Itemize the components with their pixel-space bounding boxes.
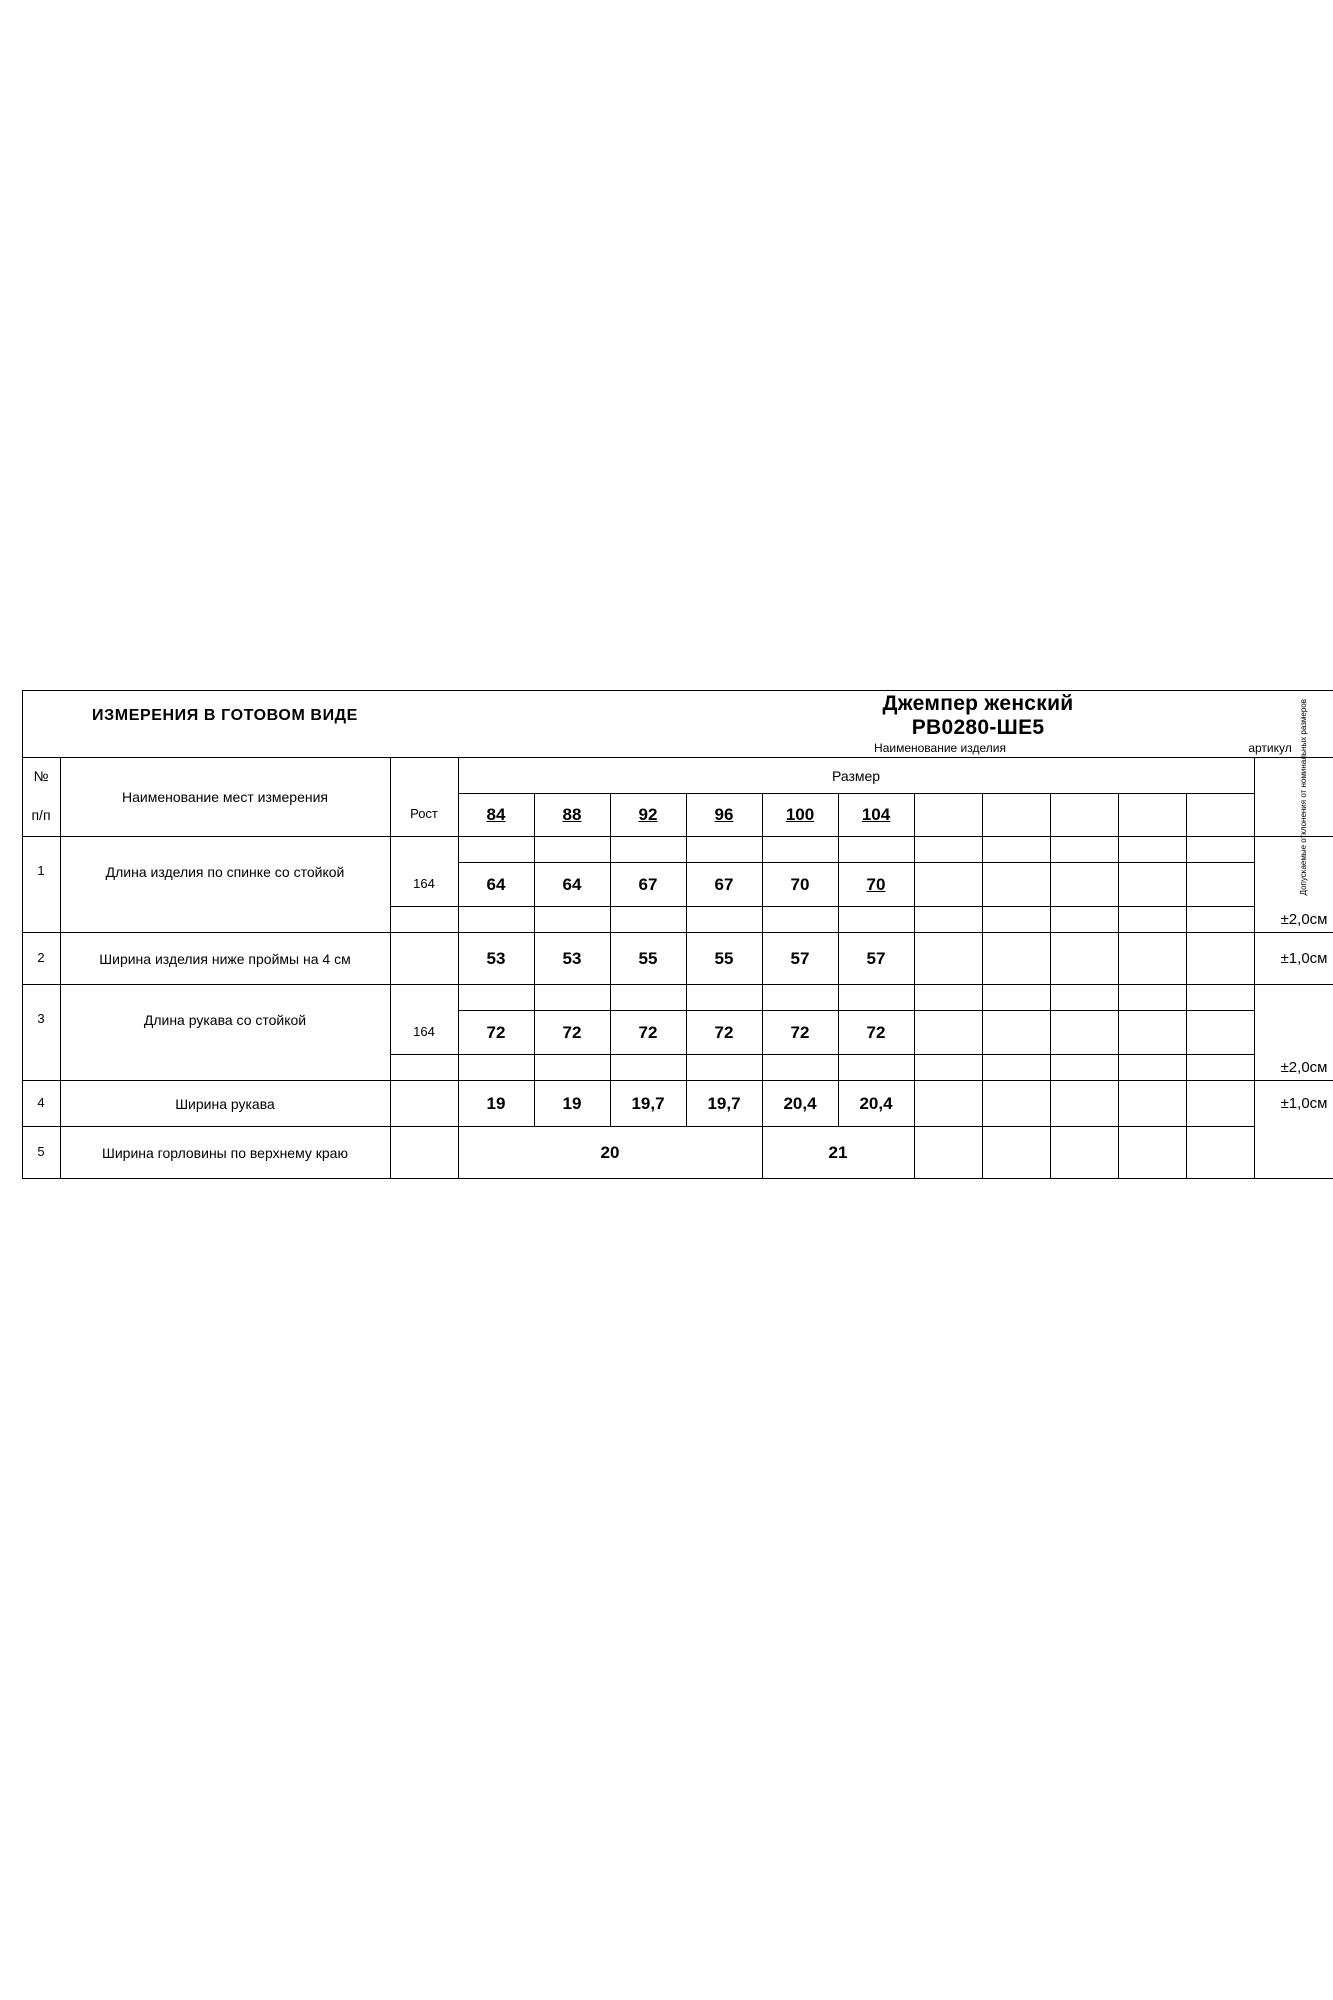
- row-3-bot-0: [458, 1055, 534, 1081]
- size-col-0: 84: [458, 794, 534, 837]
- row-1-name: Длина изделия по спинке со стойкой: [60, 837, 390, 907]
- row-2-val-8: [1050, 933, 1118, 985]
- row-1-height-bottom: [390, 907, 458, 933]
- table-row-4: [8, 1081, 1333, 1127]
- row-1-bot-3: [686, 907, 762, 933]
- row-1-val-8: [1050, 863, 1118, 907]
- header-no: [22, 758, 60, 794]
- row-3-val-9: [1118, 1011, 1186, 1055]
- table-row-1-bottom-spacer: [8, 907, 1333, 933]
- spacer-cell: [8, 837, 22, 863]
- row-3-no: 3: [22, 985, 60, 1055]
- row-4-val-4: 20,4: [762, 1081, 838, 1127]
- row-1-spacer-6: [914, 837, 982, 863]
- row-2-val-9: [1118, 933, 1186, 985]
- row-5-empty-2: [1050, 1127, 1118, 1179]
- header-place: Наименование мест измерения: [60, 758, 390, 837]
- spacer-cell: [8, 1127, 22, 1179]
- row-2-val-2: 55: [610, 933, 686, 985]
- row-4-no: 4: [22, 1081, 60, 1127]
- row-1-spacer-1: [534, 837, 610, 863]
- size-col-6: [914, 794, 982, 837]
- row-3-spacer-0: [458, 985, 534, 1011]
- header-tolerance-text: Допускаемые отклонения от номинальных размеров: [1298, 698, 1308, 896]
- measurement-spec-sheet: [0, 690, 1333, 1179]
- row-1-val-9: [1118, 863, 1186, 907]
- header-no-line1: №: [33, 767, 49, 784]
- row-1-bot-0: [458, 907, 534, 933]
- size-col-3: 96: [686, 794, 762, 837]
- row-3-bot-5: [838, 1055, 914, 1081]
- sublabel-gap-3: [458, 741, 762, 757]
- spacer-cell: [8, 907, 22, 933]
- row-5-merged-val-0: 20: [458, 1127, 762, 1179]
- row-4-tolerance: ±1,0см: [1254, 1081, 1333, 1127]
- measurements-table: [8, 690, 1333, 1179]
- row-1-no-bottom: [22, 907, 60, 933]
- row-1-spacer-2: [610, 837, 686, 863]
- row-4-val-5: 20,4: [838, 1081, 914, 1127]
- header-no-sub: [22, 794, 60, 837]
- row-1-spacer-4: [762, 837, 838, 863]
- row-1-tolerance-top: [1254, 837, 1333, 907]
- spacer-cell: [8, 758, 22, 794]
- row-3-val-8: [1050, 1011, 1118, 1055]
- row-1-val-2: 67: [610, 863, 686, 907]
- row-3-spacer-2: [610, 985, 686, 1011]
- row-3-name: Длина рукава со стойкой: [60, 985, 390, 1055]
- row-3-bot-7: [982, 1055, 1050, 1081]
- row-3-val-6: [914, 1011, 982, 1055]
- row-1-val-5: 70: [838, 863, 914, 907]
- row-4-val-10: [1186, 1081, 1254, 1127]
- row-1-bot-9: [1118, 907, 1186, 933]
- row-5-height: [390, 1127, 458, 1179]
- row-2-height: [390, 933, 458, 985]
- size-col-2: 92: [610, 794, 686, 837]
- row-3-bot-6: [914, 1055, 982, 1081]
- title-row: [8, 691, 1333, 742]
- row-1-val-3: 67: [686, 863, 762, 907]
- row-1-val-0: 64: [458, 863, 534, 907]
- spacer-cell: [8, 1011, 22, 1055]
- row-5-empty-3: [1118, 1127, 1186, 1179]
- row-4-val-1: 19: [534, 1081, 610, 1127]
- row-3-bot-4: [762, 1055, 838, 1081]
- size-col-10: [1186, 794, 1254, 837]
- row-3-bot-1: [534, 1055, 610, 1081]
- size-col-8: [1050, 794, 1118, 837]
- row-3-bot-9: [1118, 1055, 1186, 1081]
- title-right-cell: [1118, 691, 1254, 742]
- row-2-no: 2: [22, 933, 60, 985]
- row-3-spacer-5: [838, 985, 914, 1011]
- spacer-cell: [8, 691, 22, 742]
- row-3-val-10: [1186, 1011, 1254, 1055]
- row-3-tolerance-top: [1254, 985, 1333, 1055]
- row-3-val-3: 72: [686, 1011, 762, 1055]
- row-3-spacer-9: [1118, 985, 1186, 1011]
- spacer-cell: [8, 741, 22, 757]
- row-3-height-bottom: [390, 1055, 458, 1081]
- row-3-spacer-3: [686, 985, 762, 1011]
- table-row-2: [8, 933, 1333, 985]
- table-row-1-top-spacer: [8, 837, 1333, 863]
- size-col-4: 100: [762, 794, 838, 837]
- row-3-val-7: [982, 1011, 1050, 1055]
- spacer-cell: [8, 1055, 22, 1081]
- row-3-bot-10: [1186, 1055, 1254, 1081]
- size-col-9: [1118, 794, 1186, 837]
- row-3-bot-8: [1050, 1055, 1118, 1081]
- row-5-no: 5: [22, 1127, 60, 1179]
- row-3-spacer-10: [1186, 985, 1254, 1011]
- row-3-bot-3: [686, 1055, 762, 1081]
- row-4-val-8: [1050, 1081, 1118, 1127]
- row-2-val-5: 57: [838, 933, 914, 985]
- article-label: артикул: [1248, 741, 1292, 756]
- row-1-tolerance: ±2,0см: [1254, 907, 1333, 933]
- spacer-cell: [8, 863, 22, 907]
- row-1-height: 164: [390, 863, 458, 907]
- row-3-spacer-8: [1050, 985, 1118, 1011]
- spacer-cell: [8, 985, 22, 1011]
- row-4-val-3: 19,7: [686, 1081, 762, 1127]
- header-size: Размер: [458, 758, 1254, 794]
- row-3-spacer-6: [914, 985, 982, 1011]
- sublabel-gap-4: [1118, 741, 1186, 757]
- spacer-cell: [8, 933, 22, 985]
- row-3-spacer-7: [982, 985, 1050, 1011]
- row-5-name: Ширина горловины по верхнему краю: [60, 1127, 390, 1179]
- row-5-merged-val-1: 21: [762, 1127, 914, 1179]
- row-3-height: 164: [390, 1011, 458, 1055]
- title-far-right-cell: [1254, 691, 1333, 742]
- row-2-val-3: 55: [686, 933, 762, 985]
- row-1-val-7: [982, 863, 1050, 907]
- row-1-bot-5: [838, 907, 914, 933]
- row-1-spacer-0: [458, 837, 534, 863]
- product-title: Джемпер женский РВ0280-ШЕ5: [838, 691, 1118, 742]
- product-title-spacer: [458, 691, 838, 742]
- table-row-3-top-spacer: [8, 985, 1333, 1011]
- row-1-bot-4: [762, 907, 838, 933]
- row-3-no-bottom: [22, 1055, 60, 1081]
- row-2-name: Ширина изделия ниже проймы на 4 см: [60, 933, 390, 985]
- row-1-bot-1: [534, 907, 610, 933]
- size-col-5: 104: [838, 794, 914, 837]
- row-4-val-6: [914, 1081, 982, 1127]
- header-height-spacer: [390, 758, 458, 794]
- header-height: Рост: [390, 794, 458, 837]
- spacer-cell: [8, 794, 22, 837]
- row-2-val-10: [1186, 933, 1254, 985]
- header-row-primary: [8, 758, 1333, 794]
- row-1-bot-2: [610, 907, 686, 933]
- row-3-val-0: 72: [458, 1011, 534, 1055]
- row-1-height-spacer: [390, 837, 458, 863]
- row-4-val-0: 19: [458, 1081, 534, 1127]
- row-1-val-4: 70: [762, 863, 838, 907]
- row-4-val-7: [982, 1081, 1050, 1127]
- sublabel-row: [8, 741, 1333, 757]
- row-3-tolerance: ±2,0см: [1254, 1055, 1333, 1081]
- title-gap-cell: [390, 691, 458, 742]
- sublabel-gap-1: [60, 741, 390, 757]
- table-row-3-bottom-spacer: [8, 1055, 1333, 1081]
- row-2-val-1: 53: [534, 933, 610, 985]
- row-3-val-1: 72: [534, 1011, 610, 1055]
- row-1-val-6: [914, 863, 982, 907]
- size-col-7: [982, 794, 1050, 837]
- row-5-empty-4: [1186, 1127, 1254, 1179]
- row-3-val-5: 72: [838, 1011, 914, 1055]
- spacer-cell: [8, 1081, 22, 1127]
- row-1-bot-6: [914, 907, 982, 933]
- row-2-tolerance: ±1,0см: [1254, 933, 1333, 985]
- row-3-bot-2: [610, 1055, 686, 1081]
- sublabel-gap-2: [390, 741, 458, 757]
- row-1-val-10: [1186, 863, 1254, 907]
- row-1-spacer-5: [838, 837, 914, 863]
- product-name-label: Наименование изделия: [874, 741, 1006, 756]
- title-left-cell: [22, 691, 60, 742]
- row-5-empty-0: [914, 1127, 982, 1179]
- row-1-name-bottom: [60, 907, 390, 933]
- header-no-line2: п/п: [31, 806, 51, 823]
- row-2-val-6: [914, 933, 982, 985]
- row-4-name: Ширина рукава: [60, 1081, 390, 1127]
- row-2-val-4: 57: [762, 933, 838, 985]
- sublabel-left-cell: [22, 741, 60, 757]
- row-4-val-9: [1118, 1081, 1186, 1127]
- row-1-bot-10: [1186, 907, 1254, 933]
- row-3-val-4: 72: [762, 1011, 838, 1055]
- row-5-tolerance: [1254, 1127, 1333, 1179]
- row-1-val-1: 64: [534, 863, 610, 907]
- row-1-bot-8: [1050, 907, 1118, 933]
- row-1-spacer-3: [686, 837, 762, 863]
- table-row-5: [8, 1127, 1333, 1179]
- row-4-height: [390, 1081, 458, 1127]
- row-3-name-bottom: [60, 1055, 390, 1081]
- row-3-height-spacer: [390, 985, 458, 1011]
- row-2-val-7: [982, 933, 1050, 985]
- measurements-title: ИЗМЕРЕНИЯ В ГОТОВОМ ВИДЕ: [60, 691, 390, 742]
- row-1-spacer-10: [1186, 837, 1254, 863]
- row-2-val-0: 53: [458, 933, 534, 985]
- size-col-1: 88: [534, 794, 610, 837]
- row-4-val-2: 19,7: [610, 1081, 686, 1127]
- row-3-spacer-4: [762, 985, 838, 1011]
- row-1-bot-7: [982, 907, 1050, 933]
- row-1-no: 1: [22, 837, 60, 907]
- row-1-spacer-8: [1050, 837, 1118, 863]
- row-1-spacer-7: [982, 837, 1050, 863]
- row-5-empty-1: [982, 1127, 1050, 1179]
- row-3-spacer-1: [534, 985, 610, 1011]
- row-1-spacer-9: [1118, 837, 1186, 863]
- row-3-val-2: 72: [610, 1011, 686, 1055]
